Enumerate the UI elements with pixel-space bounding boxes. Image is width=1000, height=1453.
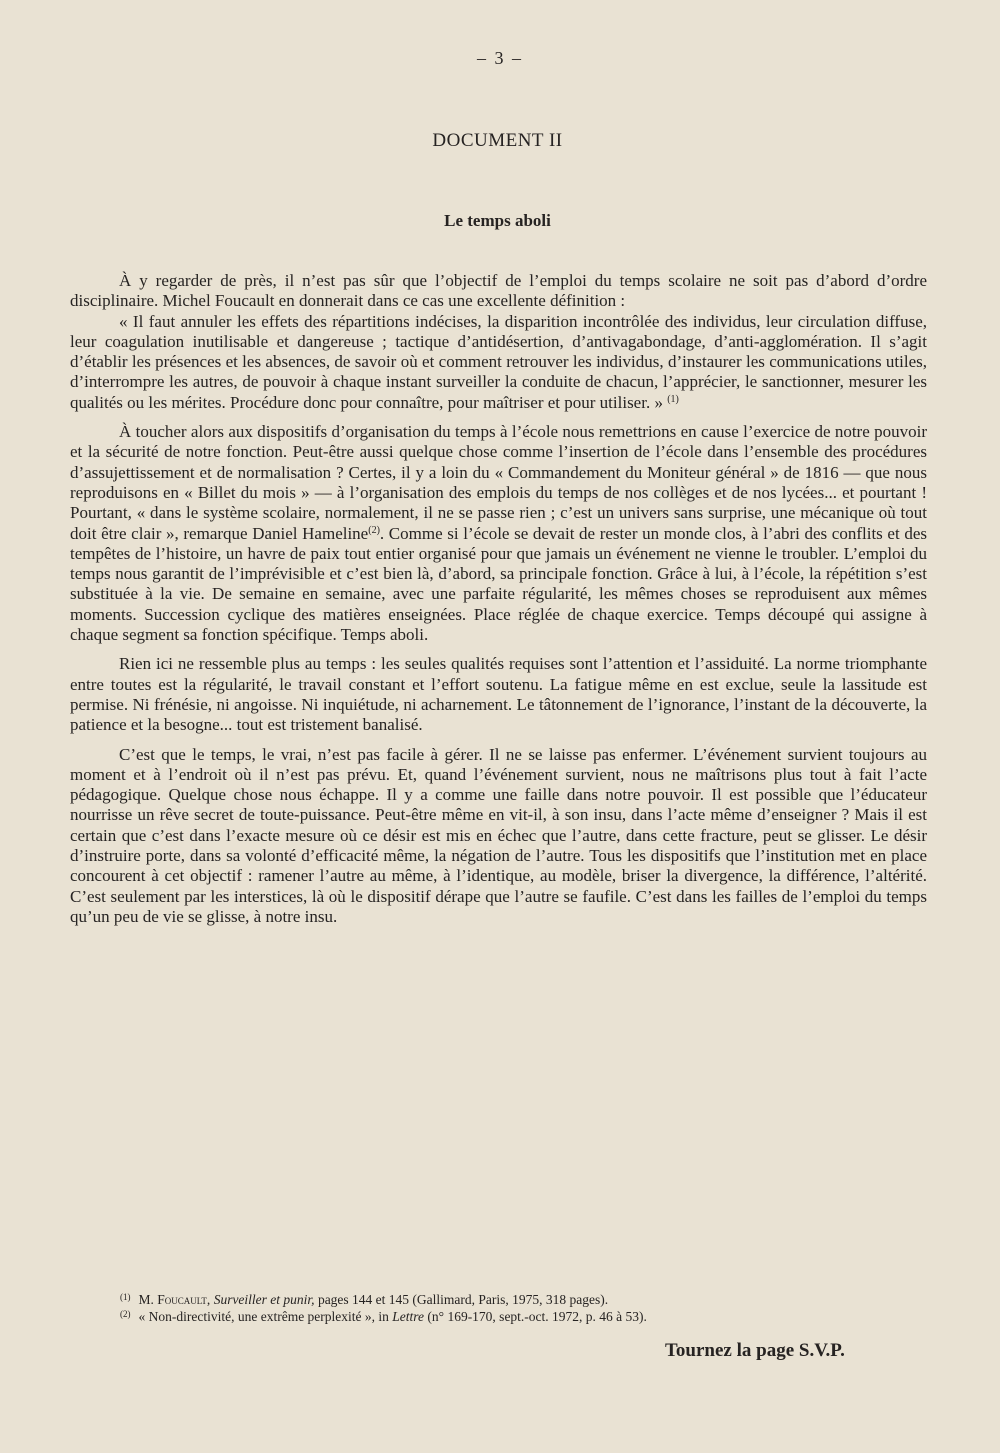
footnote-ref-2: (2)	[368, 524, 380, 536]
footnote-marker: (1)	[120, 1292, 131, 1302]
footnote-marker: (2)	[120, 1309, 131, 1319]
footnote-2	[120, 1308, 880, 1325]
body-text	[70, 271, 927, 927]
footnote-1	[120, 1291, 880, 1308]
paragraph-time: Rien ici ne ressemble plus au temps : les seules qualités requises sont l’attention et l’assiduité. La norme triomphante entre toutes est la régularité, le travail constant et l’effort soutenu. La fatigue même en est exclue, seule la lassitude est permise. Ni frénésie, ni angoisse. Ni inquiétude, ni acharnement. Le tâtonnement de l’ignorance, l’instant de la découverte, la patience et la besogne... tout est tristement banalisé.	[70, 654, 927, 735]
paragraph-organisation-part1: À toucher alors aux dispositifs d’organisation du temps à l’école nous remettrions en cause l’exercice de notre pouvoir et la sécurité de notre fonction. Peut-être aussi quelque chose comme l’insertion de l’école dans l’ensemble des procédures d’assujettissement et de normalisation ? Certes, il y a loin du « Commandement du Moniteur général » de 1816 — que nous reproduisons en « Billet du mois » — à l’organisation des emplois du temps de nos collèges et de nos lycées... et pourtant ! Pourtant, « dans le système scolaire, normalement, il ne se passe rien ; c’est un univers sans surprise, une mécanique où tout doit être clair », remarque Daniel Hameline	[70, 422, 927, 543]
page-number: – 3 –	[477, 48, 523, 68]
footnote-author: M. Foucault,	[138, 1292, 211, 1307]
footnote-details: (n° 169-170, sept.-oct. 1972, p. 46 à 53).	[427, 1309, 647, 1324]
quote-text: « Il faut annuler les effets des répartitions indécises, la disparition incontrôlée des individus, leur circulation diffuse, leur coagulation inutilisable et dangereuse ; tactique d’antidésertion, d’antivagabondage, d’anti-agglomération. Il s’agit d’établir les présences et les absences, de savoir où et comment retrouver les individus, d’instaurer les communications utiles, d’interrompre les autres, de pouvoir à chaque instant surveiller la conduite de chacun, l’apprécier, le sanctionner, mesurer les qualités ou les mérites. Procédure donc pour connaître, pour maîtriser et pour utiliser. »	[70, 311, 927, 412]
footnote-title: Lettre	[392, 1309, 425, 1324]
paragraph-event: C’est que le temps, le vrai, n’est pas facile à gérer. Il ne se laisse pas enfermer. L’événement survient toujours au moment et à l’endroit où il n’est pas prévu. Et, quand l’événement survient, nous ne maîtrisons plus tout à fait l’acte pédagogique. Quelque chose nous échappe. Il y a comme une faille dans notre pouvoir. Il est possible que l’éducateur nourrisse un rêve secret de toute-puissance. Peut-être même en vit-il, à son insu, dans l’acte même d’enseigner ? Mais il est certain que c’est dans l’exacte mesure où ce désir est mis en échec que l’autre, dans cette fracture, peut se glisser. Le désir d’instruire porte, dans sa volonté d’efficacité même, la négation de l’autre. Tous les dispositifs que l’institution met en place concourent à cet objectif : ramener l’autre au même, à l’identique, au modèle, briser la divergence, la différence, l’altérité. C’est seulement par les interstices, là où le dispositif dérape que l’autre se faufile. C’est dans les failles de l’emploi du temps qu’un peu de vie se glisse, à notre insu.	[70, 744, 927, 926]
footnote-details: pages 144 et 145 (Gallimard, Paris, 1975, 318 pages).	[317, 1292, 609, 1307]
paragraph-organisation-part2: . Comme si l’école se devait de rester un monde clos, à l’abri des conflits et des tempêtes de l’histoire, un havre de paix tout entier organisé pour que jamais un événement ne vienne le troubler. L’emploi du temps nous garantit de l’imprévisible et c’est bien là, d’abord, sa principale fonction. Grâce à lui, à l’école, la répétition s’est substituée à la vie. De semaine en semaine, avec une parfaite régularité, les mêmes choses se reproduisent aux mêmes moments. Succession cyclique des matières enseignées. Place réglée de chaque exercice. Temps découpé qui assigne à chaque segment sa fonction spécifique. Temps aboli.	[70, 523, 927, 645]
turn-page-notice: Tournez la page S.V.P.	[665, 1340, 845, 1361]
section-subtitle: Le temps aboli	[444, 211, 551, 230]
footnote-ref-1: (1)	[667, 393, 679, 405]
paragraph-intro: À y regarder de près, il n’est pas sûr que l’objectif de l’emploi du temps scolaire ne soit pas d’abord d’ordre disciplinaire. Michel Foucault en donnerait dans ce cas une excellente définition :	[70, 271, 927, 311]
footnote-title: Surveiller et punir,	[213, 1292, 315, 1307]
footnote-pre: « Non-directivité, une extrême perplexité », in	[138, 1309, 389, 1324]
paragraph-quote	[70, 312, 927, 413]
footnotes	[120, 1291, 880, 1325]
document-title: DOCUMENT II	[432, 130, 563, 151]
paragraph-organisation	[70, 422, 927, 645]
